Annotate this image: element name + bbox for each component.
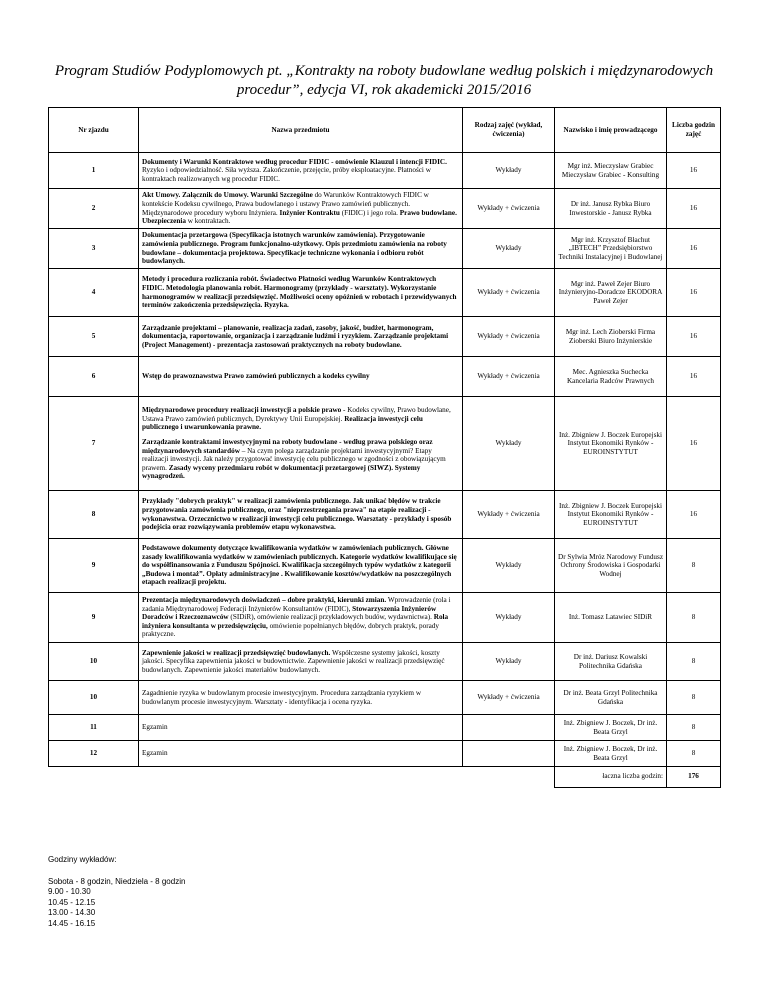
- class-type: Wykłady: [463, 593, 555, 643]
- teacher-name: Inż. Zbigniew J. Boczek, Dr inż. Beata Grzyl: [555, 741, 667, 767]
- header-type: Rodzaj zajęć (wykład, ćwiczenia): [463, 108, 555, 153]
- subject-text-bold: Zapewnienie jakości w realizacji przedsięwzięć budowlanych.: [142, 648, 331, 657]
- hours-count: 8: [667, 715, 721, 741]
- subject-cell: [139, 491, 463, 539]
- lecture-hours-slot: 9.00 - 10.30: [48, 887, 91, 897]
- subject-paragraph: [142, 275, 459, 309]
- session-number: 5: [49, 317, 139, 357]
- subject-cell: [139, 229, 463, 269]
- subject-paragraph: [142, 324, 459, 350]
- table-row: [49, 643, 721, 681]
- subject-text: Egzamin: [142, 723, 168, 732]
- hours-count: 8: [667, 643, 721, 681]
- header-teacher: Nazwisko i imię prowadzącego: [555, 108, 667, 153]
- lecture-hours-slot: 10.45 - 12.15: [48, 897, 96, 907]
- header-subject: Nazwa przedmiotu: [139, 108, 463, 153]
- page-title: Program Studiów Podyplomowych pt. „Kontrakty na roboty budowlane według polskich i międzynarodowych procedur”, edycja VI, rok akademicki 2015/2016: [54, 63, 714, 98]
- table-row: [49, 357, 721, 397]
- class-type: Wykłady + ćwiczenia: [463, 491, 555, 539]
- table-row: [49, 397, 721, 491]
- table-row: [49, 189, 721, 229]
- teacher-name: Mgr inż. Lech Zioberski Firma Zioberski Biuro Inżynierskie: [555, 317, 667, 357]
- hours-count: 16: [667, 153, 721, 189]
- subject-cell: [139, 397, 463, 491]
- class-type: Wykłady: [463, 643, 555, 681]
- subject-text-bold: Międzynarodowe procedury realizacji inwestycji a polskie prawo: [142, 406, 342, 415]
- subject-paragraph: [142, 497, 459, 531]
- table-row: [49, 715, 721, 741]
- class-type: [463, 715, 555, 741]
- table-row: [49, 229, 721, 269]
- table-row: [49, 741, 721, 767]
- subject-text-bold: Zarządzanie projektami – planowanie, realizacja zadań, zasoby, jakość, budżet, harmonogram, dokumentacja, raportowanie, organizacja i zarządzanie ludźmi i ryzykiem. Zarządzanie projektami (Project Management) - prezentacja zastosowań praktycznych na roboty budowlane.: [142, 323, 449, 349]
- hours-count: 8: [667, 681, 721, 715]
- subject-text-bold: Akt Umowy. Załącznik do Umowy. Warunki Szczególne: [142, 191, 313, 200]
- subject-text-bold: Realizacja inwestycji celu publicznego i uwarunkowania prawne.: [142, 414, 423, 432]
- subject-text: (SIDiR), omówienie realizacji przykładowych budów, wydawnictwa).: [228, 613, 432, 622]
- session-number: 12: [49, 741, 139, 767]
- hours-count: 16: [667, 357, 721, 397]
- subject-text-bold: Rola inżyniera konsultanta w przedsięwzięciu,: [142, 613, 449, 630]
- teacher-name: Inż. Zbigniew J. Boczek, Dr inż. Beata Grzyl: [555, 715, 667, 741]
- hours-count: 8: [667, 539, 721, 593]
- hours-count: 16: [667, 229, 721, 269]
- class-type: Wykłady: [463, 229, 555, 269]
- subject-text-bold: Dokumentacja przetargowa (Specyfikacja istotnych warunków zamówienia). Przygotowanie zamówienia publicznego. Program funkcjonalno-użytkowy. Opis przedmiotu zamówienia na roboty budowlane – dokumentacja projektowa. Specyfikacje techniczne wykonania i odbioru robót budowlanych.: [142, 231, 447, 266]
- subject-paragraph: [142, 438, 459, 481]
- total-row: [49, 767, 721, 788]
- lecture-hours-block: [48, 855, 185, 930]
- table-header-row: [49, 108, 721, 153]
- total-label: łaczna liczba godzin:: [555, 767, 667, 788]
- subject-text: Wprowadzenie (rola i zadania Międzynarodowej Federacji Inżynierów Konsultantów (FIDIC),: [142, 596, 451, 613]
- subject-text: Zagadnienie ryzyka w budowlanym procesie inwestycyjnym. Procedura zarządzania ryzykiem w budowlanym procesie inwestycyjnym. Warsztaty - identyfikacja i ocena ryzyka.: [142, 688, 422, 706]
- teacher-name: Mgr inż. Krzysztof Błachut „IBTECH” Przedsiębiorstwo Techniki Instalacyjnej i Budowlanej: [555, 229, 667, 269]
- hours-count: 16: [667, 189, 721, 229]
- session-number: 4: [49, 269, 139, 317]
- teacher-name: Inż. Tomasz Latawiec SIDiR: [555, 593, 667, 643]
- subject-text-bold: Podstawowe dokumenty dotyczące kwalifikowania wydatków w zamówieniach publicznych. Główne zasady kwalifikowania wydatków w zamówieniach publicznych. Kategorie wydatków kwalifikujące się do współfinansowania z Funduszu Spójności. Kwalifikacja szczególnych typów wydatków z kategorii „Budowa i montaż”. Opłaty administracyjne . Kwalifikowanie kosztów/wydatków na poszczególnych etapach realizacji projektu.: [142, 544, 457, 587]
- hours-count: 16: [667, 397, 721, 491]
- class-type: Wykłady + ćwiczenia: [463, 269, 555, 317]
- subject-cell: [139, 681, 463, 715]
- subject-text: (FIDIC) i jego rola.: [339, 208, 398, 217]
- subject-paragraph: [142, 689, 459, 706]
- lecture-hours-slot: 14.45 - 16.15: [48, 918, 96, 928]
- lecture-hours-slot: 13.00 - 14.30: [48, 908, 96, 918]
- subject-paragraph: [142, 231, 459, 265]
- hours-count: 16: [667, 491, 721, 539]
- subject-paragraph: [142, 649, 459, 675]
- table-row: [49, 317, 721, 357]
- hours-count: 8: [667, 741, 721, 767]
- table-row: [49, 593, 721, 643]
- teacher-name: Dr inż. Janusz Rybka Biuro Inwestorskie - Janusz Rybka: [555, 189, 667, 229]
- subject-text-bold: Wstęp do prawoznawstwa Prawo zamówień publicznych a kodeks cywilny: [142, 372, 370, 381]
- hours-count: 16: [667, 269, 721, 317]
- table-row: [49, 269, 721, 317]
- subject-text: Egzamin: [142, 749, 168, 758]
- schedule-table: [48, 107, 721, 788]
- subject-cell: [139, 189, 463, 229]
- teacher-name: Mgr inż. Paweł Zejer Biuro Inżynieryjno-Doradcze EKODORA Paweł Zejer: [555, 269, 667, 317]
- session-number: 8: [49, 491, 139, 539]
- teacher-name: Inż. Zbigniew J. Boczek Europejski Instytut Ekonomiki Rynków - EUROINSTYTUT: [555, 397, 667, 491]
- table-row: [49, 539, 721, 593]
- subject-paragraph: [142, 406, 459, 432]
- subject-cell: [139, 153, 463, 189]
- teacher-name: Mgr inż. Mieczysław Grabiec Mieczysław Grabiec - Konsulting: [555, 153, 667, 189]
- subject-text: Współczesne systemy jakości, koszty jakości. Specyfika zapewnienia jakości w budownictwie. Zapewnienie jakości w realizacji przedsięwzięć budowlanych. Zapewnienie jakości materiałów budowlanych.: [142, 648, 445, 674]
- hours-count: 16: [667, 317, 721, 357]
- subject-text-bold: Przykłady "dobrych praktyk" w realizacji zamówienia publicznego. Jak unikać błędów w trakcie przygotowania zamówienia publicznego, oraz "nieprzestrzegania prawa" na etapie realizacji - wykonawstwa. Orzecznictwo w realizacji inwestycji celu publicznego. Warsztaty - przykłady i sposób podejścia oraz rozwiązywania problemów etapu wykonawstwa.: [142, 497, 452, 532]
- session-number: 9: [49, 593, 139, 643]
- class-type: Wykłady + ćwiczenia: [463, 357, 555, 397]
- subject-text: Ryzyko i odpowiedzialność. Siła wyższa. Zakończenie, przejęcie, próby eksploatacyjne. Płatności w kontraktach realizowanych wg procedur FIDIC.: [142, 166, 431, 183]
- subject-text: – Na czym polega zarządzanie projektami inwestycyjnymi? Etapy realizacji inwestycji. Jak należy przygotować inwestycję celu publicznego w zgodności z obowiązującym prawem.: [142, 446, 446, 472]
- subject-paragraph: [142, 544, 459, 587]
- subject-text-bold: Dokumenty i Warunki Kontraktowe według procedur FIDIC - omówienie Klauzul i intencji FIDIC.: [142, 157, 447, 166]
- teacher-name: Dr inż. Beata Grzyl Politechnika Gdańska: [555, 681, 667, 715]
- total-value: 176: [667, 767, 721, 788]
- header-nr: Nr zjazdu: [49, 108, 139, 153]
- class-type: Wykłady + ćwiczenia: [463, 189, 555, 229]
- subject-cell: [139, 741, 463, 767]
- teacher-name: Dr inż. Dariusz Kowalski Politechnika Gdańska: [555, 643, 667, 681]
- subject-text: - Kodeks cywilny, Prawo budowlane, Ustawa Prawo zamówień publicznych, Dyrektywy Unii Europejskiej.: [142, 406, 451, 423]
- subject-paragraph: [142, 158, 459, 184]
- lecture-hours-days: Sobota - 8 godzin, Niedziela - 8 godzin: [48, 876, 186, 886]
- class-type: Wykłady: [463, 397, 555, 491]
- class-type: Wykłady + ćwiczenia: [463, 681, 555, 715]
- table-row: [49, 681, 721, 715]
- table-row: [49, 153, 721, 189]
- subject-cell: [139, 715, 463, 741]
- class-type: Wykłady + ćwiczenia: [463, 317, 555, 357]
- teacher-name: Dr Sylwia Mróz Narodowy Fundusz Ochrony Środowiska i Gospodarki Wodnej: [555, 539, 667, 593]
- subject-paragraph: [142, 191, 459, 225]
- subject-text: w kontraktach.: [185, 217, 231, 226]
- subject-text-bold: Zarządzanie kontraktami inwestycyjnymi na roboty budowlane - według prawa polskiego oraz międzynarodowych standardów: [142, 437, 433, 455]
- session-number: 6: [49, 357, 139, 397]
- session-number: 7: [49, 397, 139, 491]
- subject-cell: [139, 317, 463, 357]
- subject-cell: [139, 593, 463, 643]
- class-type: Wykłady: [463, 539, 555, 593]
- class-type: [463, 741, 555, 767]
- subject-paragraph: [142, 596, 459, 639]
- session-number: 9: [49, 539, 139, 593]
- subject-text-bold: Zasady wyceny przedmiaru robót w dokumentacji przetargowej (SIWZ). Systemy wynagrodzeń.: [142, 463, 421, 481]
- session-number: 11: [49, 715, 139, 741]
- class-type: Wykłady: [463, 153, 555, 189]
- header-hours: Liczba godzin zajęć: [667, 108, 721, 153]
- subject-text-bold: Prawo budowlane. Ubezpieczenia: [142, 208, 457, 226]
- session-number: 10: [49, 681, 139, 715]
- lecture-hours-label: Godziny wykładów:: [48, 855, 117, 864]
- subject-cell: [139, 357, 463, 397]
- subject-cell: [139, 269, 463, 317]
- teacher-name: Inż. Zbigniew J. Boczek Europejski Instytut Ekonomiki Rynków - EUROINSTYTUT: [555, 491, 667, 539]
- hours-count: 8: [667, 593, 721, 643]
- subject-text: omówienie popełnianych błędów, dobrych praktyk, porady praktyczne.: [142, 621, 439, 639]
- teacher-name: Mec. Agnieszka Suchecka Kancelaria Radców Prawnych: [555, 357, 667, 397]
- subject-paragraph: [142, 723, 459, 732]
- subject-cell: [139, 643, 463, 681]
- subject-paragraph: [142, 372, 459, 381]
- subject-text-bold: Inżynier Kontraktu: [277, 208, 340, 217]
- subject-cell: [139, 539, 463, 593]
- subject-text: do Warunków Kontraktowych FIDIC w kontekście Kodeksu cywilnego, Prawa budowlanego i ustawy Prawo zamówień publicznych. Międzynarodowe procedury wyboru Inżyniera.: [142, 191, 429, 217]
- subject-text-bold: Metody i procedura rozliczania robót. Świadectwo Płatności według Warunków Kontraktowych FIDIC. Metodologia planowania robót. Harmonogramy (przykłady - warsztaty). Wykorzystanie harmonogramów w realizacji przedsięwzięć. Możliwości oceny opóźnień w robotach i przewidywanych terminów zakończenia przedsięwzięcia. Ryzyka.: [142, 275, 457, 310]
- subject-text-bold: Prezentacja międzynarodowych doświadczeń – dobre praktyki, kierunki zmian.: [142, 596, 387, 605]
- session-number: 10: [49, 643, 139, 681]
- session-number: 2: [49, 189, 139, 229]
- session-number: 3: [49, 229, 139, 269]
- subject-text-bold: Stowarzyszenia Inżynierów Doradców i Rzeczoznawców: [142, 604, 437, 622]
- session-number: 1: [49, 153, 139, 189]
- table-row: [49, 491, 721, 539]
- subject-paragraph: [142, 749, 459, 758]
